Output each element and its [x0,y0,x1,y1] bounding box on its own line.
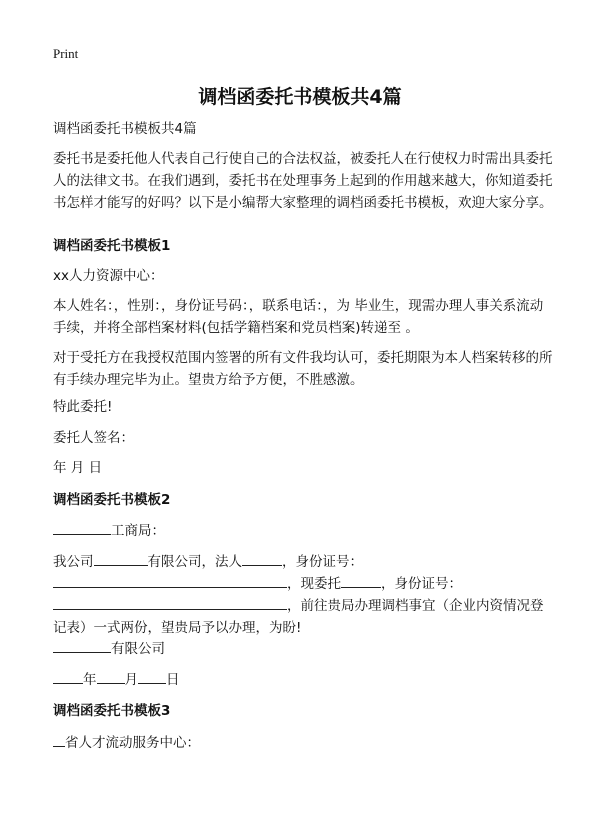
blank-line [53,519,111,535]
template3-recipient [53,731,553,754]
template1-signature: 委托人签名： [53,430,134,446]
blank-line [97,668,125,684]
recipient-suffix: 省人才流动服务中心： [65,735,200,751]
template2-company [53,637,553,660]
company-suffix: 有限公司 [111,641,165,657]
template2-line3 [53,594,553,639]
blank-line [341,572,381,588]
template2-line2 [53,572,553,595]
template1-closing: 特此委托! [53,399,113,415]
line2-text-b: ，身份证号： [381,576,462,592]
template2-date [53,668,553,691]
template1-body2: 对于受托方在我授权范围内签署的所有文件我均认可，委托期限为本人档案转移的所有手续办理完毕为止。望贵方给予方便，不胜感激。 [53,350,553,388]
template1-recipient: xx人力资源中心： [53,268,164,284]
blank-line [53,594,287,610]
blank-line [242,550,282,566]
line1-text-a: 我公司 [53,554,94,570]
print-label: Print [53,46,79,61]
blank-line [53,572,287,588]
template2-heading: 调档函委托书模板2 [53,492,171,508]
blank-line [138,668,166,684]
document-subtitle: 调档函委托书模板共4篇 [53,121,197,137]
line2-text-a: ，现委托 [287,576,341,592]
line1-text-b: 有限公司，法人 [147,554,242,570]
blank-line [94,550,148,566]
blank-line [53,731,65,747]
date-year: 年 [83,672,97,688]
recipient-suffix: 工商局： [111,523,165,539]
line3-text: ，前往贵局办理调档事宜（企业内资情况登记表）一式两份，望贵局予以办理，为盼! [53,598,544,636]
template1-body1: 本人姓名：，性别：，身份证号码：，联系电话：，为 毕业生，现需办理人事关系流动手续，并将全部档案材料(包括学籍档案和党员档案)转递至 。 [53,298,544,336]
blank-line [53,637,111,653]
template1-heading: 调档函委托书模板1 [53,238,171,254]
template3-heading: 调档函委托书模板3 [53,703,171,719]
template2-recipient [53,519,553,542]
blank-line [53,668,83,684]
template1-date: 年 月 日 [53,460,103,476]
template2-line1 [53,550,553,573]
date-day: 日 [166,672,180,688]
line1-text-c: ，身份证号： [282,554,363,570]
date-month: 月 [124,672,138,688]
document-title: 调档函委托书模板共4篇 [198,86,402,108]
intro-paragraph: 委托书是委托他人代表自己行使自己的合法权益，被委托人在行使权力时需出具委托人的法律文书。在我们遇到，委托书在处理事务上起到的作用越来越大，你知道委托书怎样才能写的好吗？以下是小编帮大家整理的调档函委托书模板，欢迎大家分享。 [53,151,553,211]
